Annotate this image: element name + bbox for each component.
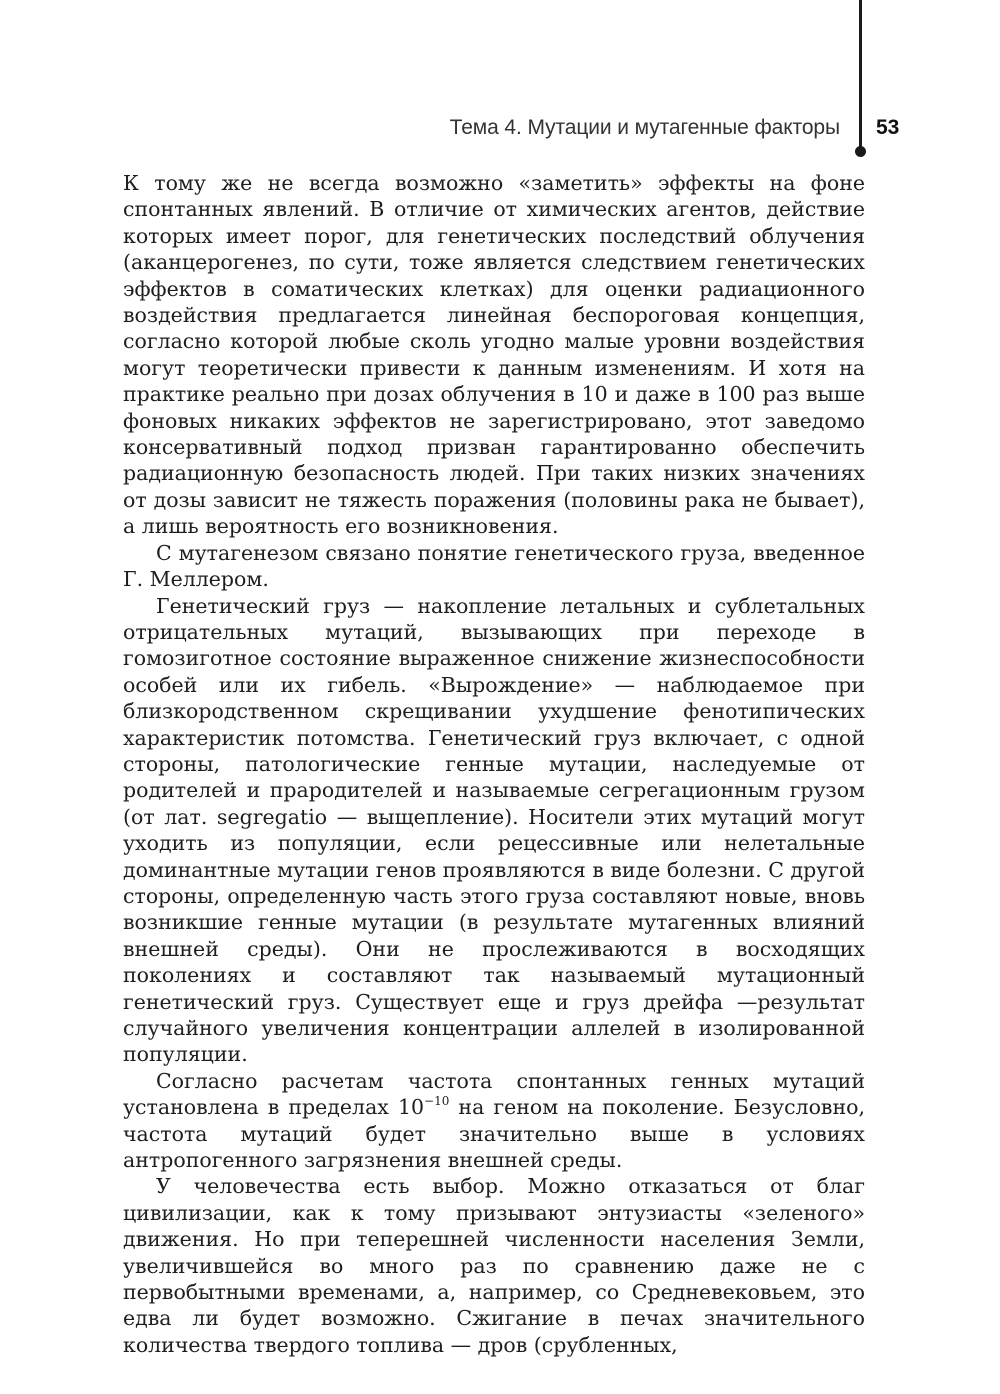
header-rule-dot: [855, 146, 866, 157]
running-head-title: Тема 4. Мутации и мутагенные факторы: [449, 116, 840, 139]
paragraph-3: Генетический груз — накопление летальных и сублетальных отрицательных мутаций, вызывающих при переходе в гомозиготное состояние выраженное снижение жизнеспособности особей или их гибель. «Вырождение» — наблюдаемое при близкородственном скрещивании ухудшение фенотипических характеристик потомства. Генетический груз включает, с одной стороны, патологические генные мутации, наследуемые от родителей и прародителей и называемые сегрегационным грузом (от лат. segregatio — выщепление). Носители этих мутаций могут уходить из популяции, если рецессивные или нелетальные доминантные мутации генов проявляются в виде болезни. С другой стороны, определенную часть этого груза составляют новые, вновь возникшие генные мутации (в результате мутагенных влияний внешней среды). Они не прослеживаются в восходящих поколениях и составляют так называемый мутационный генетический груз. Существует еще и груз дрейфа —результат случайного увеличения концентрации аллелей в изолированной популяции.: [123, 593, 865, 1067]
header-vertical-rule: [859, 0, 862, 152]
paragraph-4-after: на геном на поколение. Безусловно, частота мутаций будет значительно выше в условиях антропогенного загрязнения внешней среды.: [123, 1095, 865, 1173]
paragraph-4-before: Согласно расчетам частота спонтанных генных мутаций установлена в пределах 10: [123, 1068, 865, 1120]
exponent: −10: [424, 1094, 450, 1109]
paragraph-5: У человечества есть выбор. Можно отказаться от благ цивилизации, как к тому призывают энтузиасты «зеленого» движения. Но при теперешней численности населения Земли, увеличившейся во много раз по сравнению даже не с первобытными временами, а, например, со Средневековьем, это едва ли будет возможно. Сжигание в печах значительного количества твердого топлива — дров (срубленных,: [123, 1174, 865, 1357]
paragraph-2: С мутагенезом связано понятие генетического груза, введенное Г. Меллером.: [123, 540, 865, 592]
paragraph-4: [123, 1068, 865, 1174]
paragraph-1: К тому же не всегда возможно «заметить» эффекты на фоне спонтанных явлений. В отличие от химических агентов, действие которых имеет порог, для генетических последствий облучения (аканцерогенез, по сути, тоже является следствием генетических эффектов в соматических клетках) для оценки радиационного воздействия предлагается линейная беспороговая концепция, согласно которой любые сколь угодно малые уровни воздействия могут теоретически привести к данным изменениям. И хотя на практике реально при дозах облучения в 10 и даже в 100 раз выше фоновых никаких эффектов не зарегистрировано, этот заведомо консервативный подход призван гарантированно обеспечить радиационную безопасность людей. При таких низких значениях от дозы зависит не тяжесть поражения (половины рака не бывает), а лишь вероятность его возникновения.: [123, 171, 865, 539]
page-number: 53: [876, 116, 900, 139]
body-text: [123, 170, 865, 1358]
